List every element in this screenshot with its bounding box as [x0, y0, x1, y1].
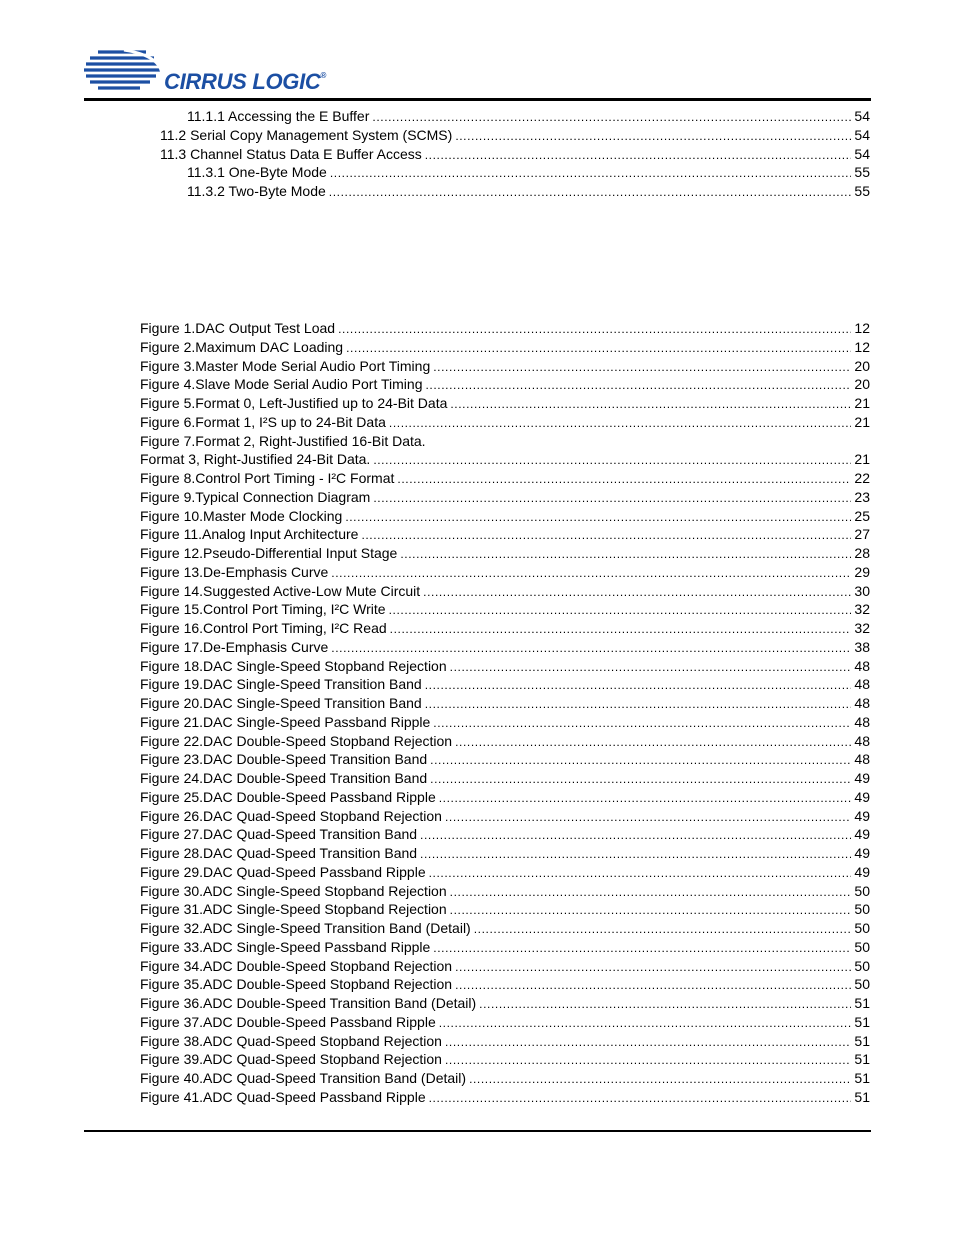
brand-wordmark: [164, 69, 326, 95]
toc-entry[interactable]: [140, 732, 870, 751]
dot-leader: [372, 108, 851, 126]
dot-leader: [479, 995, 851, 1013]
toc-entry[interactable]: [140, 769, 870, 788]
toc-entry-title: Figure 3.Master Mode Serial Audio Port Timing: [140, 357, 431, 374]
toc-entry-page: 50: [854, 920, 870, 936]
toc-entry-title: Figure 16.Control Port Timing, I²C Read: [140, 620, 387, 636]
toc-entry-title: Figure 22.DAC Double-Speed Stopband Rejection: [140, 732, 453, 749]
toc-entry-title: Figure 36.ADC Double-Speed Transition Band (Detail): [140, 995, 477, 1011]
dot-leader: [423, 583, 851, 601]
toc-entry-title: Figure 6.Format 1, I²S up to 24-Bit Data: [140, 413, 386, 430]
toc-entry[interactable]: [140, 994, 870, 1013]
toc-entry-title: Figure 32.ADC Single-Speed Transition Band (Detail): [140, 920, 471, 936]
toc-entry-title: Figure 17.De-Emphasis Curve: [140, 638, 329, 655]
toc-entry-page: 51: [854, 995, 870, 1011]
toc-entry[interactable]: [140, 638, 870, 657]
dot-leader: [331, 639, 851, 657]
toc-entry-title: Figure 29.DAC Quad-Speed Passband Ripple: [140, 863, 426, 880]
toc-entry[interactable]: [140, 844, 870, 863]
toc-entry[interactable]: [140, 1069, 870, 1088]
toc-entry[interactable]: [140, 1013, 870, 1032]
dot-leader: [450, 658, 852, 676]
toc-entry[interactable]: [187, 182, 870, 201]
toc-entry-page: 55: [854, 183, 870, 199]
dot-leader: [445, 808, 851, 826]
toc-entry[interactable]: [140, 582, 870, 601]
toc-entry[interactable]: [140, 713, 870, 732]
toc-entry-page: 38: [854, 638, 870, 655]
toc-entry-page: 12: [854, 320, 870, 336]
toc-entry-title: Figure 21.DAC Single-Speed Passband Ripple: [140, 713, 431, 730]
toc-entry-page: 51: [854, 1032, 870, 1049]
toc-entry[interactable]: [140, 338, 870, 357]
toc-entry[interactable]: [140, 938, 870, 957]
header-rule: [84, 98, 871, 101]
toc-entry[interactable]: [140, 657, 870, 676]
toc-entry-page: 55: [854, 164, 870, 181]
dot-leader: [439, 789, 852, 807]
cirrus-logo-mark-icon: [84, 46, 164, 94]
toc-entry-page: 50: [854, 938, 870, 955]
toc-entry-page: 20: [854, 376, 870, 393]
toc-entry-title: Figure 4.Slave Mode Serial Audio Port Timing: [140, 376, 423, 393]
toc-entry-title: Figure 31.ADC Single-Speed Stopband Rejection: [140, 901, 447, 918]
toc-entry-title: Figure 8.Control Port Timing - I²C Format: [140, 470, 395, 486]
toc-entry-title: Figure 27.DAC Quad-Speed Transition Band: [140, 826, 418, 843]
dot-leader: [433, 714, 851, 732]
toc-entry-page: 21: [854, 413, 870, 430]
toc-entry-title: Figure 2.Maximum DAC Loading: [140, 338, 344, 355]
toc-entry[interactable]: [140, 544, 870, 563]
dot-leader: [433, 939, 851, 957]
dot-leader: [389, 601, 852, 619]
toc-entry-page: 29: [854, 563, 870, 580]
toc-entry[interactable]: [140, 450, 870, 469]
toc-entry[interactable]: [140, 1032, 870, 1051]
toc-entry-title: Figure 18.DAC Single-Speed Stopband Rejection: [140, 657, 447, 674]
dot-leader: [425, 376, 851, 394]
toc-entry[interactable]: [140, 469, 870, 488]
toc-entry[interactable]: [140, 1050, 870, 1069]
toc-entry-title: Figure 1.DAC Output Test Load: [140, 320, 336, 336]
toc-entry-title: Figure 30.ADC Single-Speed Stopband Rejection: [140, 882, 447, 899]
toc-entry-title: Figure 41.ADC Quad-Speed Passband Ripple: [140, 1088, 426, 1105]
toc-entry[interactable]: [140, 863, 870, 882]
toc-entry-title: Figure 13.De-Emphasis Curve: [140, 563, 329, 580]
toc-entry[interactable]: [140, 975, 870, 994]
toc-entry[interactable]: [140, 675, 870, 694]
toc-entry[interactable]: [140, 319, 870, 338]
toc-entry-page: 20: [854, 357, 870, 374]
toc-entry-title: Format 3, Right-Justified 24-Bit Data.: [140, 451, 371, 468]
toc-entry[interactable]: [140, 375, 870, 394]
toc-entry-title: Figure 20.DAC Single-Speed Transition Band: [140, 695, 422, 711]
dot-leader: [329, 183, 852, 201]
dot-leader: [400, 545, 851, 563]
toc-entry-title: Figure 39.ADC Quad-Speed Stopband Rejection: [140, 1051, 442, 1068]
toc-entry[interactable]: [187, 107, 870, 126]
toc-entry-page: 48: [854, 676, 870, 693]
toc-entry-title: Figure 10.Master Mode Clocking: [140, 507, 343, 524]
toc-entry[interactable]: [140, 750, 870, 769]
dot-leader: [331, 564, 851, 582]
toc-entry[interactable]: [140, 600, 870, 619]
toc-entry-title: 11.1.1 Accessing the E Buffer: [187, 108, 370, 124]
dot-leader: [429, 864, 852, 882]
toc-entry-page: 49: [854, 807, 870, 824]
toc-entry-title: Figure 12.Pseudo-Differential Input Stage: [140, 545, 398, 561]
cirrus-logic-logo: [84, 46, 354, 96]
toc-entry-title: Figure 11.Analog Input Architecture: [140, 526, 359, 543]
toc-entry-title: 11.3.2 Two-Byte Mode: [187, 183, 326, 199]
dot-leader: [455, 958, 851, 976]
toc-entry-continued[interactable]: [140, 432, 426, 451]
toc-entry-page: 50: [854, 882, 870, 899]
registered-mark: ®: [320, 71, 327, 80]
toc-entry[interactable]: [160, 145, 870, 164]
dot-leader: [445, 1051, 851, 1069]
toc-entry[interactable]: [140, 413, 870, 432]
dot-leader: [361, 526, 851, 544]
toc-entry[interactable]: [140, 488, 870, 507]
toc-entry[interactable]: [140, 619, 870, 638]
toc-entry[interactable]: [160, 126, 870, 145]
dot-leader: [439, 1014, 852, 1032]
toc-entry-title: Figure 25.DAC Double-Speed Passband Ripple: [140, 788, 436, 805]
toc-entry-page: 54: [854, 126, 870, 143]
toc-entry-page: 54: [854, 145, 870, 162]
toc-entry-title: Figure 14.Suggested Active-Low Mute Circuit: [140, 582, 421, 599]
toc-entry[interactable]: [140, 694, 870, 713]
toc-entry-title: Figure 7.Format 2, Right-Justified 16-Bit Data.: [140, 432, 426, 449]
dot-leader: [455, 127, 851, 145]
toc-entry-page: 48: [854, 695, 870, 711]
toc-entry[interactable]: [140, 357, 870, 376]
dot-leader: [345, 508, 851, 526]
toc-entry-title: Figure 19.DAC Single-Speed Transition Band: [140, 676, 422, 693]
toc-entry[interactable]: [140, 825, 870, 844]
toc-entry-page: 49: [854, 826, 870, 843]
toc-entry-page: 51: [854, 1051, 870, 1068]
dot-leader: [450, 901, 852, 919]
toc-entry[interactable]: [187, 163, 870, 182]
toc-entry[interactable]: [140, 1088, 870, 1107]
dot-leader: [389, 414, 852, 432]
toc-entry[interactable]: [140, 807, 870, 826]
toc-entry-title: Figure 15.Control Port Timing, I²C Write: [140, 601, 386, 618]
dot-leader: [390, 620, 852, 638]
toc-entry-page: 21: [854, 395, 870, 411]
dot-leader: [455, 733, 851, 751]
toc-entry-page: 28: [854, 545, 870, 561]
dot-leader: [346, 339, 851, 357]
dot-leader: [330, 164, 852, 182]
toc-entry-title: Figure 34.ADC Double-Speed Stopband Rejection: [140, 957, 453, 974]
toc-entry-page: 22: [854, 470, 870, 486]
toc-entry-page: 49: [854, 788, 870, 805]
dot-leader: [433, 358, 851, 376]
toc-entry-title: Figure 23.DAC Double-Speed Transition Band: [140, 751, 428, 768]
toc-entry-title: Figure 24.DAC Double-Speed Transition Band: [140, 770, 428, 786]
toc-entry-page: 32: [854, 620, 870, 636]
dot-leader: [474, 920, 852, 938]
dot-leader: [425, 676, 852, 694]
toc-entry-page: 49: [854, 845, 870, 861]
toc-entry-page: 25: [854, 507, 870, 524]
dot-leader: [469, 1070, 851, 1088]
toc-entry-title: 11.3.1 One-Byte Mode: [187, 164, 327, 181]
toc-entry-title: Figure 9.Typical Connection Diagram: [140, 488, 371, 505]
toc-entry-title: Figure 40.ADC Quad-Speed Transition Band (Detail): [140, 1070, 467, 1086]
toc-entry-title: 11.2 Serial Copy Management System (SCMS): [160, 126, 453, 143]
toc-entry-title: Figure 38.ADC Quad-Speed Stopband Rejection: [140, 1032, 442, 1049]
dot-leader: [450, 395, 851, 413]
footer-rule: [84, 1130, 871, 1132]
toc-entry-page: 50: [854, 976, 870, 993]
toc-entry-page: 12: [854, 338, 870, 355]
toc-entry-title: Figure 28.DAC Quad-Speed Transition Band: [140, 845, 418, 861]
dot-leader: [373, 451, 851, 469]
dot-leader: [450, 883, 852, 901]
toc-entry-page: 21: [854, 451, 870, 468]
toc-entry-page: 48: [854, 751, 870, 768]
dot-leader: [373, 489, 851, 507]
toc-entry-page: 50: [854, 957, 870, 974]
dot-leader: [425, 695, 852, 713]
dot-leader: [397, 470, 851, 488]
brand-name: CIRRUS LOGIC: [164, 69, 321, 94]
toc-entry-page: 32: [854, 601, 870, 618]
toc-entry-page: 48: [854, 732, 870, 749]
toc-entry-title: Figure 33.ADC Single-Speed Passband Ripple: [140, 938, 431, 955]
toc-entry[interactable]: [140, 525, 870, 544]
toc-entry[interactable]: [140, 919, 870, 938]
toc-entry-page: 23: [854, 488, 870, 505]
dot-leader: [429, 1089, 852, 1107]
toc-entry-page: 48: [854, 713, 870, 730]
dot-leader: [425, 146, 852, 164]
dot-leader: [455, 976, 851, 994]
toc-entry-page: 49: [854, 863, 870, 880]
toc-entry[interactable]: [140, 900, 870, 919]
toc-entry-page: 51: [854, 1088, 870, 1105]
toc-entry[interactable]: [140, 563, 870, 582]
toc-entry[interactable]: [140, 957, 870, 976]
toc-entry-title: 11.3 Channel Status Data E Buffer Access: [160, 145, 422, 162]
dot-leader: [420, 826, 851, 844]
toc-entry[interactable]: [140, 882, 870, 901]
toc-entry-page: 27: [854, 526, 870, 543]
toc-entry[interactable]: [140, 788, 870, 807]
toc-entry-title: Figure 5.Format 0, Left-Justified up to 24-Bit Data: [140, 395, 448, 411]
toc-entry-page: 30: [854, 582, 870, 599]
toc-entry-page: 51: [854, 1013, 870, 1030]
dot-leader: [430, 770, 851, 788]
toc-entry-title: Figure 26.DAC Quad-Speed Stopband Rejection: [140, 807, 442, 824]
toc-entry[interactable]: [140, 394, 870, 413]
toc-entry-title: Figure 35.ADC Double-Speed Stopband Rejection: [140, 976, 453, 993]
toc-entry[interactable]: [140, 507, 870, 526]
toc-entry-page: 54: [854, 108, 870, 124]
dot-leader: [338, 320, 851, 338]
dot-leader: [420, 845, 851, 863]
toc-entry-page: 49: [854, 770, 870, 786]
toc-entry-page: 48: [854, 657, 870, 674]
toc-entry-title: Figure 37.ADC Double-Speed Passband Ripple: [140, 1013, 436, 1030]
dot-leader: [445, 1033, 851, 1051]
toc-entry-page: 51: [854, 1070, 870, 1086]
dot-leader: [430, 751, 851, 769]
toc-entry-page: 50: [854, 901, 870, 918]
